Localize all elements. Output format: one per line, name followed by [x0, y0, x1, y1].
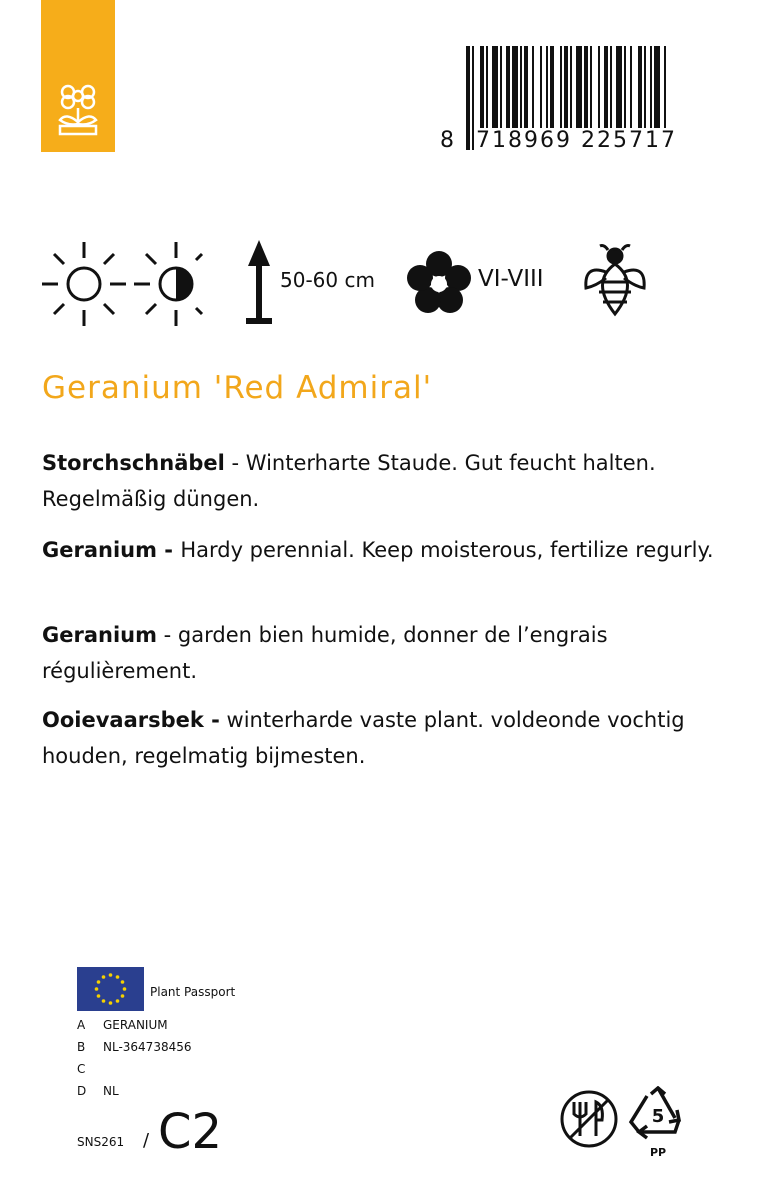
full-sun-icon	[40, 240, 128, 328]
barcode-bar	[512, 46, 518, 136]
barcode-bar	[570, 46, 572, 136]
barcode-bar	[644, 46, 646, 136]
description-en	[42, 532, 742, 568]
passport-value: NL	[103, 1084, 119, 1098]
passport-row-d	[77, 1084, 119, 1098]
code-separator: /	[143, 1130, 150, 1151]
passport-key: B	[77, 1040, 86, 1054]
description-name: Geranium -	[42, 538, 181, 562]
not-for-food-icon	[558, 1088, 620, 1150]
passport-row-c	[77, 1062, 103, 1076]
category-code: C2	[158, 1104, 223, 1160]
description-text: - Winterharte Staude. Gut feucht halten. Regelmäßig düngen.	[42, 451, 656, 511]
eu-flag-icon	[77, 967, 144, 1011]
description-de	[42, 445, 742, 517]
barcode-bar	[560, 46, 562, 136]
passport-key: A	[77, 1018, 86, 1032]
recycle-number: 5	[651, 1106, 665, 1127]
barcode-lead-digit: 8	[440, 128, 454, 153]
barcode-bar	[466, 46, 470, 150]
barcode-bar	[630, 46, 632, 136]
barcode-bar	[616, 46, 622, 136]
barcode-bar	[532, 46, 534, 136]
barcode-bar	[610, 46, 612, 136]
barcode-bar	[524, 46, 528, 136]
description-fr	[42, 617, 742, 689]
barcode-bar	[486, 46, 488, 136]
half-shade-icon	[132, 240, 220, 328]
recycle-5-icon	[627, 1086, 689, 1144]
passport-key: C	[77, 1062, 86, 1076]
barcode-bar	[590, 46, 592, 136]
barcode-bar	[654, 46, 660, 136]
flower-in-pot-icon	[54, 82, 102, 138]
barcode-bar	[480, 46, 484, 136]
passport-value: NL-364738456	[103, 1040, 192, 1054]
brand-tab	[41, 0, 115, 152]
barcode-bar	[500, 46, 502, 136]
growing-info-row	[36, 236, 756, 336]
passport-row-b	[77, 1040, 192, 1054]
height-arrow-icon	[242, 236, 276, 328]
description-name: Ooievaarsbek -	[42, 708, 220, 732]
barcode-digits: 718969 225717	[476, 128, 677, 153]
description-text: - garden bien humide, donner de l’engrais régulièrement.	[42, 623, 608, 683]
plant-passport-label: Plant Passport	[150, 985, 236, 999]
barcode-bar	[598, 46, 600, 136]
passport-value: GERANIUM	[103, 1018, 168, 1032]
recycle-material: PP	[650, 1146, 667, 1159]
barcode-bar	[550, 46, 554, 136]
description-text: Hardy perennial. Keep moisterous, fertilize regurly.	[180, 538, 714, 562]
barcode-bar	[576, 46, 582, 136]
product-title: Geranium 'Red Admiral'	[42, 370, 433, 406]
barcode-bar	[506, 46, 510, 136]
article-code: SNS261	[77, 1135, 125, 1149]
plant-height: 50-60 cm	[280, 268, 375, 292]
description-nl	[42, 702, 742, 774]
flowering-months: VI-VIII	[478, 266, 544, 292]
barcode-bar	[520, 46, 522, 136]
barcode-bar	[492, 46, 498, 136]
description-name: Storchschnäbel	[42, 451, 225, 475]
flower-icon	[406, 250, 472, 316]
barcode-bar	[650, 46, 652, 136]
barcode-bar	[604, 46, 608, 136]
passport-key: D	[77, 1084, 87, 1098]
passport-row-a	[77, 1018, 168, 1032]
description-text: winterharde vaste plant. voldeonde vochtig houden, regelmatig bijmesten.	[42, 708, 685, 768]
barcode	[436, 46, 726, 158]
barcode-bar	[546, 46, 548, 136]
description-name: Geranium	[42, 623, 157, 647]
barcode-bar	[638, 46, 642, 136]
barcode-bar	[540, 46, 542, 136]
barcode-bar	[584, 46, 588, 136]
bee-icon	[580, 242, 650, 318]
barcode-bar	[624, 46, 626, 136]
